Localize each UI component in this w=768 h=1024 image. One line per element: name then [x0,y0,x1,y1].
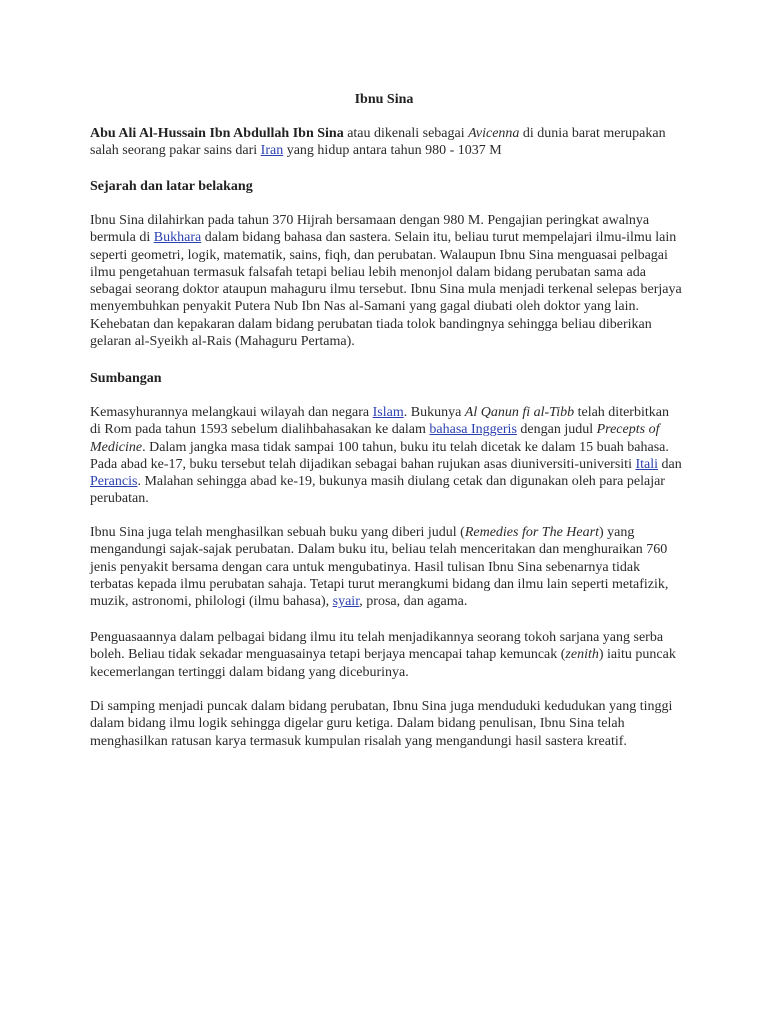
heading-sejarah: Sejarah dan latar belakang [90,179,253,194]
link-itali[interactable]: Itali [635,456,658,472]
sejarah-text-2: dalam bidang bahasa dan sastera. Selain itu, beliau turut mempelajari ilmu-ilmu lain seperti geometri, logik, matematik, sains, fiqh, dan perubatan. Walaupun Ibnu Sina menguasai pelbagai ilmu pengetahuan termasuk falsafah tetapi beliau lebih menonjol dalam bidang perubatan sama ada sebagai seorang doktor ataupun mahaguru ilmu tersebut. Ibnu Sina mula menjadi terkenal selepas berjaya menyembuhkan penyakit Putera Nub Ibn Nas al-Samani yang gagal diubati oleh doktor yang lain. Kehebatan dan kepakaran dalam bidang perubatan tiada tolok bandingnya sehingga beliau diberikan gelaran al-Syeikh al-Rais (Mahaguru Pertama). [90,230,682,350]
sumbangan3-text-1: Penguasaannya dalam pelbagai bidang ilmu itu telah menjadikannya seorang tokoh sarjana yang serba boleh. Beliau tidak sekadar menguasainya tetapi berjaya mencapai tahap kemuncak ( [90,630,664,663]
sumbangan-paragraph-3 [90,629,682,681]
sumbangan3-text-2: ) iaitu puncak kecemerlangan tertinggi dalam bidang yang diceburinya. [90,647,676,680]
document-title: Ibnu Sina [354,92,414,107]
link-iran[interactable]: Iran [260,143,284,159]
book-title: Al Qanun fi al-Tibb [464,405,575,420]
subject-name: Abu Ali Al-Hussain Ibn Abdullah Ibn Sina [90,126,344,141]
sumbangan1-text-2: . Bukunya [403,405,465,420]
remedies-title: Remedies for The Heart [464,525,599,540]
sumbangan1-text-5: . Dalam jangka masa tidak sampai 100 tahun, buku itu telah dicetak ke dalam 15 buah bahasa. Pada abad ke-17, buku tersebut telah dijadikan sebagai bahan rujukan asas diuniversiti-universiti [90,439,669,472]
link-islam[interactable]: Islam [372,405,404,420]
sumbangan2-text-3: , prosa, dan agama. [359,594,468,610]
intro-paragraph [90,125,682,160]
sumbangan1-text-6: dan [658,456,682,472]
sejarah-text-1: Ibnu Sina dilahirkan pada tahun 370 Hijrah bersamaan dengan 980 M. Pengajian peringkat awalnya bermula di [90,213,650,246]
zenith-word: zenith [565,647,599,663]
sumbangan1-text-3: telah diterbitkan di Rom pada tahun 1593 sebelum dialihbahasakan ke dalam [90,405,669,438]
sumbangan-paragraph-1 [90,404,682,508]
link-perancis[interactable]: Perancis [90,474,138,490]
heading-sumbangan: Sumbangan [90,371,162,386]
sumbangan2-text-2: ) yang mengandungi sajak-sajak perubatan. Dalam buku itu, beliau telah menceritakan dan menghuraikan 760 jenis penyakit bersama dengan cara untuk mengubatinya. Hasil tulisan Ibnu Sina sebenarnya tidak terbatas kepada ilmu perubatan sahaja. Tetapi turut merangkumi bidang dan ilmu lain seperti metafizik, muzik, astronomi, philologi (ilmu bahasa), [90,525,669,610]
intro-text-3: yang hidup antara tahun 980 - 1037 M [283,143,502,159]
precepts-title: Precepts of Medicine [90,422,660,455]
link-bukhara[interactable]: Bukhara [153,230,202,246]
sumbangan1-text-7: . Malahan sehingga abad ke-19, bukunya masih diulang cetak dan digunakan oleh para pelajar perubatan. [90,474,665,507]
sumbangan-paragraph-2 [90,524,682,610]
intro-text-1: atau dikenali sebagai [343,126,469,141]
sejarah-paragraph [90,212,682,350]
link-bahasa-inggeris[interactable]: bahasa Inggeris [429,422,517,438]
link-syair[interactable]: syair [332,594,360,610]
sumbangan1-text-1: Kemasyhurannya melangkaui wilayah dan negara [90,405,373,420]
avicenna-text: Avicenna [468,126,520,141]
sumbangan1-text-4: dengan judul [516,422,597,438]
sumbangan2-text-1: Ibnu Sina juga telah menghasilkan sebuah buku yang diberi judul ( [90,525,465,540]
intro-text-2: di dunia barat merupakan salah seorang pakar sains dari [90,126,666,159]
sumbangan-paragraph-4: Di samping menjadi puncak dalam bidang perubatan, Ibnu Sina juga menduduki kedudukan yang tinggi dalam bidang ilmu logik sehingga digelar guru ketiga. Dalam bidang penulisan, Ibnu Sina telah menghasilkan ratusan karya termasuk kumpulan risalah yang mengandungi hasil sastera kreatif. [90,699,673,749]
